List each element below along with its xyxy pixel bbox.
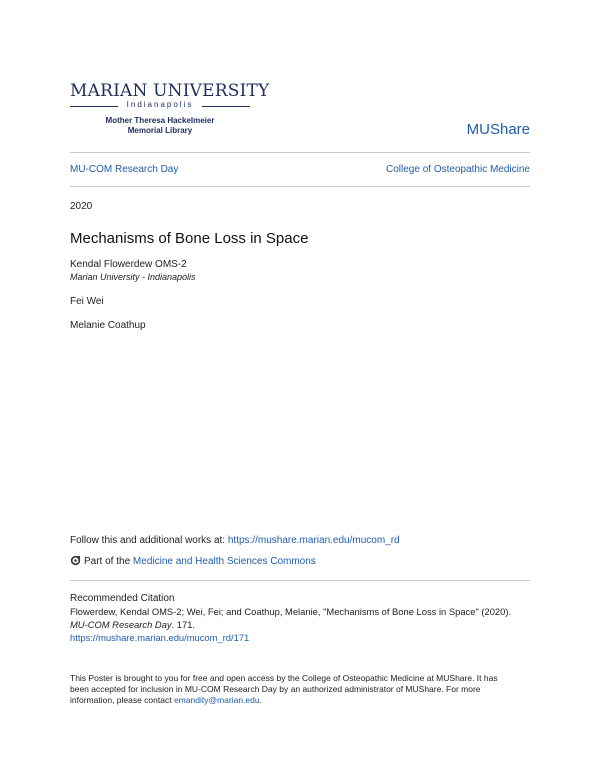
notice-contact-suffix: . <box>259 695 262 705</box>
document-title: Mechanisms of Bone Loss in Space <box>70 230 309 247</box>
citation-journal: MU-COM Research Day <box>70 619 172 630</box>
author-name: Kendal Flowerdew OMS-2 <box>70 259 187 270</box>
divider-middle <box>70 186 530 187</box>
commons-link[interactable]: Medicine and Health Sciences Commons <box>132 556 316 567</box>
library-name-line2: Memorial Library <box>127 126 193 135</box>
university-logo-city: Indianapolis <box>126 100 194 109</box>
part-of-line <box>70 555 316 567</box>
author-affiliation: Marian University - Indianapolis <box>70 272 196 282</box>
publication-year: 2020 <box>70 201 93 212</box>
notice-line: been accepted for inclusion in MU-COM Research Day by an authorized administrator of MUShare. For more <box>70 684 481 694</box>
notice-line: This Poster is brought to you for free and open access by the College of Osteopathic Medicine at MUShare. It has <box>70 673 498 683</box>
author-name: Fei Wei <box>70 296 104 307</box>
citation-text: Flowerdew, Kendal OMS-2; Wei, Fei; and Coathup, Melanie, "Mechanisms of Bone Loss in Space" (2020). <box>70 606 512 617</box>
citation-number: . 171. <box>171 619 196 630</box>
citation-heading: Recommended Citation <box>70 593 175 604</box>
collection-link-college[interactable]: College of Osteopathic Medicine <box>386 164 530 175</box>
divider-top <box>70 152 530 153</box>
university-logo-name: MARIAN UNIVERSITY <box>70 81 270 101</box>
repository-link[interactable]: MUShare <box>466 121 530 138</box>
citation-url-link[interactable]: https://mushare.marian.edu/mucom_rd/171 <box>70 632 250 643</box>
notice-contact-prefix: information, please contact <box>70 695 174 705</box>
notice-line <box>70 695 540 706</box>
collection-link-research-day[interactable]: MU-COM Research Day <box>70 164 179 175</box>
logo-rule-right <box>202 106 250 107</box>
part-of-prefix: Part of the <box>84 556 133 567</box>
follow-line <box>70 535 400 546</box>
follow-prefix: Follow this and additional works at: <box>70 535 228 546</box>
follow-link[interactable]: https://mushare.marian.edu/mucom_rd <box>227 535 400 546</box>
commons-network-icon <box>70 555 81 566</box>
access-notice <box>70 673 540 706</box>
library-name-line1: Mother Theresa Hackelmeier <box>105 116 215 125</box>
citation-source <box>70 619 195 630</box>
contact-email-link[interactable]: emandity@marian.edu <box>173 695 260 705</box>
divider-bottom <box>70 580 530 581</box>
author-name: Melanie Coathup <box>70 320 146 331</box>
